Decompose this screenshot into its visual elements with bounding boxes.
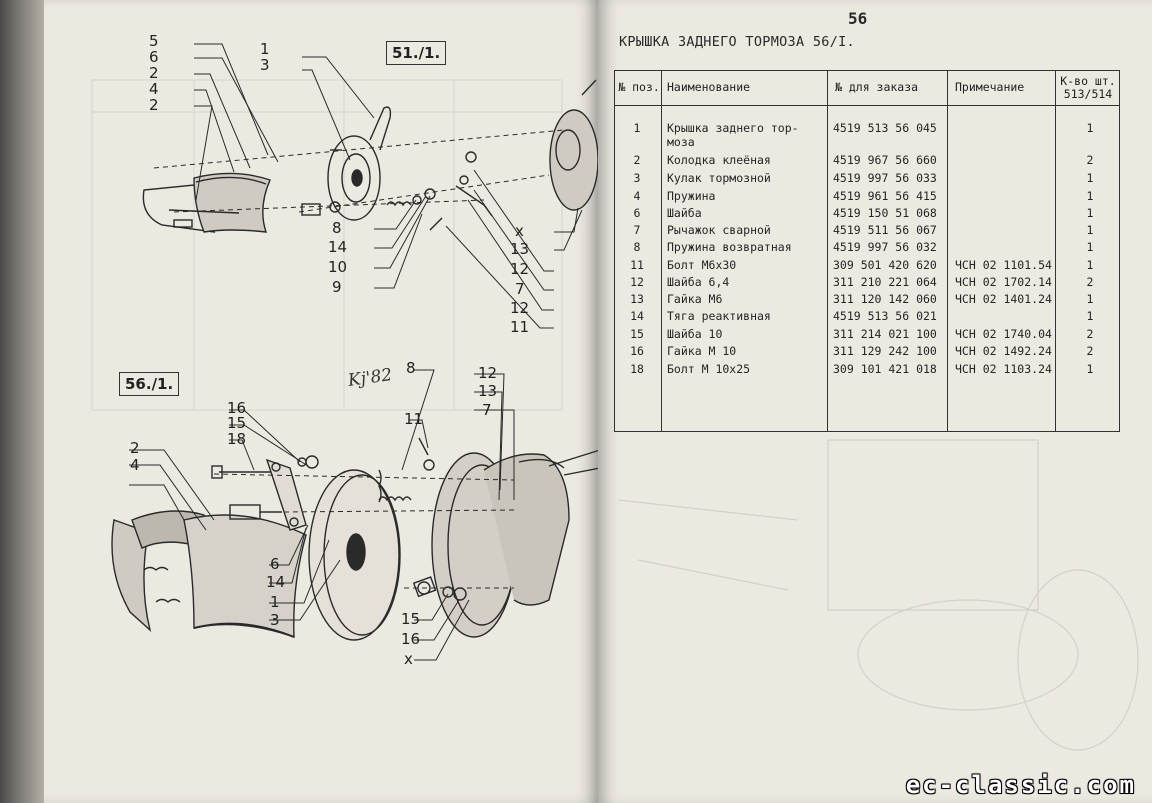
cell-qty: 1: [1086, 189, 1094, 203]
cell-name: Крышка заднего тор- моза: [667, 121, 799, 149]
cell-order: 311 210 221 064: [833, 275, 937, 289]
callout: 10: [328, 258, 348, 276]
header-note: Примечание: [955, 80, 1025, 95]
cell-qty: 1: [1086, 206, 1094, 220]
callout: 7: [482, 401, 492, 419]
cell-pos: 14: [630, 309, 644, 323]
cell-qty: 1: [1086, 258, 1094, 272]
cell-order: 4519 513 56 021: [833, 309, 937, 323]
cell-note: ЧСН 02 1702.14: [955, 275, 1052, 289]
cell-order: 311 129 242 100: [833, 344, 937, 358]
callout: 5: [149, 32, 159, 50]
cell-qty: 1: [1086, 171, 1094, 185]
header-name: Наименование: [667, 80, 751, 95]
callout: 7: [515, 280, 525, 298]
cell-name: Колодка клеёная: [667, 153, 771, 167]
cell-note: ЧСН 02 1740.04: [955, 327, 1052, 341]
cell-name: Шайба 6,4: [667, 275, 730, 289]
column-divider: [661, 71, 662, 431]
header-divider: [615, 105, 1119, 106]
cell-name: Шайба: [667, 206, 702, 220]
cell-pos: 18: [630, 362, 644, 376]
page-title: КРЫШКА ЗАДНЕГО ТОРМОЗА 56/I.: [619, 34, 855, 50]
cell-name: Гайка М 10: [667, 344, 737, 358]
callout: 6: [149, 48, 159, 66]
callout: 12: [510, 260, 530, 278]
figure-label-bottom: 56./1.: [119, 372, 179, 396]
header-pos: № поз.: [618, 80, 660, 95]
cell-qty: 1: [1086, 121, 1094, 135]
book-spine: [0, 0, 46, 803]
cell-name: Шайба 10: [667, 327, 723, 341]
cell-pos: 1: [633, 121, 641, 135]
cell-order: 309 101 421 018: [833, 362, 937, 376]
figure-label-top: 51./1.: [386, 41, 446, 65]
callout: 11: [404, 410, 424, 428]
callout: 15: [227, 414, 247, 432]
callout: 14: [266, 573, 286, 591]
callout: 16: [227, 399, 247, 417]
header-order: № для заказа: [835, 80, 919, 95]
cell-pos: 8: [633, 240, 641, 254]
cell-note: ЧСН 02 1101.54: [955, 258, 1052, 272]
cell-pos: 13: [630, 292, 644, 306]
callout: 3: [270, 611, 280, 629]
callout: 14: [328, 238, 348, 256]
cell-qty: 2: [1086, 275, 1094, 289]
column-divider: [1055, 71, 1056, 431]
callout: 2: [130, 439, 140, 457]
callout: 3: [260, 56, 270, 74]
cell-name: Болт М6х30: [667, 258, 737, 272]
cell-name: Пружина возвратная: [667, 240, 792, 254]
callout: 4: [130, 456, 140, 474]
cell-pos: 15: [630, 327, 644, 341]
column-divider: [827, 71, 828, 431]
cell-order: 4519 513 56 045: [833, 121, 937, 135]
watermark: ec-classic.com: [905, 771, 1136, 799]
callout: 8: [406, 359, 416, 377]
cell-order: 4519 150 51 068: [833, 206, 937, 220]
callout: 18: [227, 430, 247, 448]
top-brake-cover: [302, 107, 390, 220]
cell-order: 309 501 420 620: [833, 258, 937, 272]
page-number: 56: [848, 9, 868, 28]
parts-table: [614, 70, 1120, 432]
cell-order: 4519 511 56 067: [833, 223, 937, 237]
callout: 4: [149, 80, 159, 98]
cell-name: Тяга реактивная: [667, 309, 771, 323]
cell-order: 4519 997 56 033: [833, 171, 937, 185]
cell-name: Болт М 10х25: [667, 362, 751, 376]
cell-note: ЧСН 02 1103.24: [955, 362, 1052, 376]
callout: 1: [270, 593, 280, 611]
callout: 15: [401, 610, 421, 628]
cell-pos: 12: [630, 275, 644, 289]
top-brake-plate: [550, 80, 598, 210]
header-qty: К-во шт. 513/514: [1060, 73, 1116, 101]
callout: x: [404, 650, 413, 668]
column-divider: [947, 71, 948, 431]
cell-pos: 3: [633, 171, 641, 185]
cell-qty: 2: [1086, 153, 1094, 167]
callout: 2: [149, 96, 159, 114]
callout: 6: [270, 555, 280, 573]
cell-order: 311 120 142 060: [833, 292, 937, 306]
bottom-brake-plate: [414, 438, 599, 637]
cell-name: Кулак тормозной: [667, 171, 771, 185]
top-spring-and-washers: [387, 152, 492, 230]
cell-pos: 6: [633, 206, 641, 220]
callout: 12: [478, 364, 498, 382]
cell-qty: 1: [1086, 240, 1094, 254]
cell-qty: 1: [1086, 223, 1094, 237]
cell-order: 4519 961 56 415: [833, 189, 937, 203]
cell-order: 4519 997 56 032: [833, 240, 937, 254]
cell-name: Гайка М6: [667, 292, 723, 306]
cell-qty: 1: [1086, 362, 1094, 376]
cell-pos: 7: [633, 223, 641, 237]
right-page: [598, 0, 1152, 803]
callout: 12: [510, 299, 530, 317]
callout: x: [515, 222, 524, 240]
callout: 11: [510, 318, 530, 336]
exploded-diagram: [44, 0, 599, 803]
cell-pos: 4: [633, 189, 641, 203]
left-page: [44, 0, 599, 803]
callout: 13: [510, 240, 530, 258]
signature: Kj'82: [346, 365, 394, 391]
callout: 2: [149, 64, 159, 82]
callout: 16: [401, 630, 421, 648]
callout: 1: [260, 40, 270, 58]
callout: 9: [332, 278, 342, 296]
cell-qty: 2: [1086, 327, 1094, 341]
cell-qty: 2: [1086, 344, 1094, 358]
cell-pos: 11: [630, 258, 644, 272]
cell-note: ЧСН 02 1401.24: [955, 292, 1052, 306]
cell-pos: 2: [633, 153, 641, 167]
top-brake-shoe-assembly: [143, 173, 270, 232]
cell-name: Рычажок сварной: [667, 223, 771, 237]
cell-qty: 1: [1086, 292, 1094, 306]
callout: 13: [478, 382, 498, 400]
cell-order: 311 214 021 100: [833, 327, 937, 341]
cell-name: Пружина: [667, 189, 716, 203]
cell-note: ЧСН 02 1492.24: [955, 344, 1052, 358]
cell-order: 4519 967 56 660: [833, 153, 937, 167]
cell-qty: 1: [1086, 309, 1094, 323]
cell-pos: 16: [630, 344, 644, 358]
callout: 8: [332, 219, 342, 237]
